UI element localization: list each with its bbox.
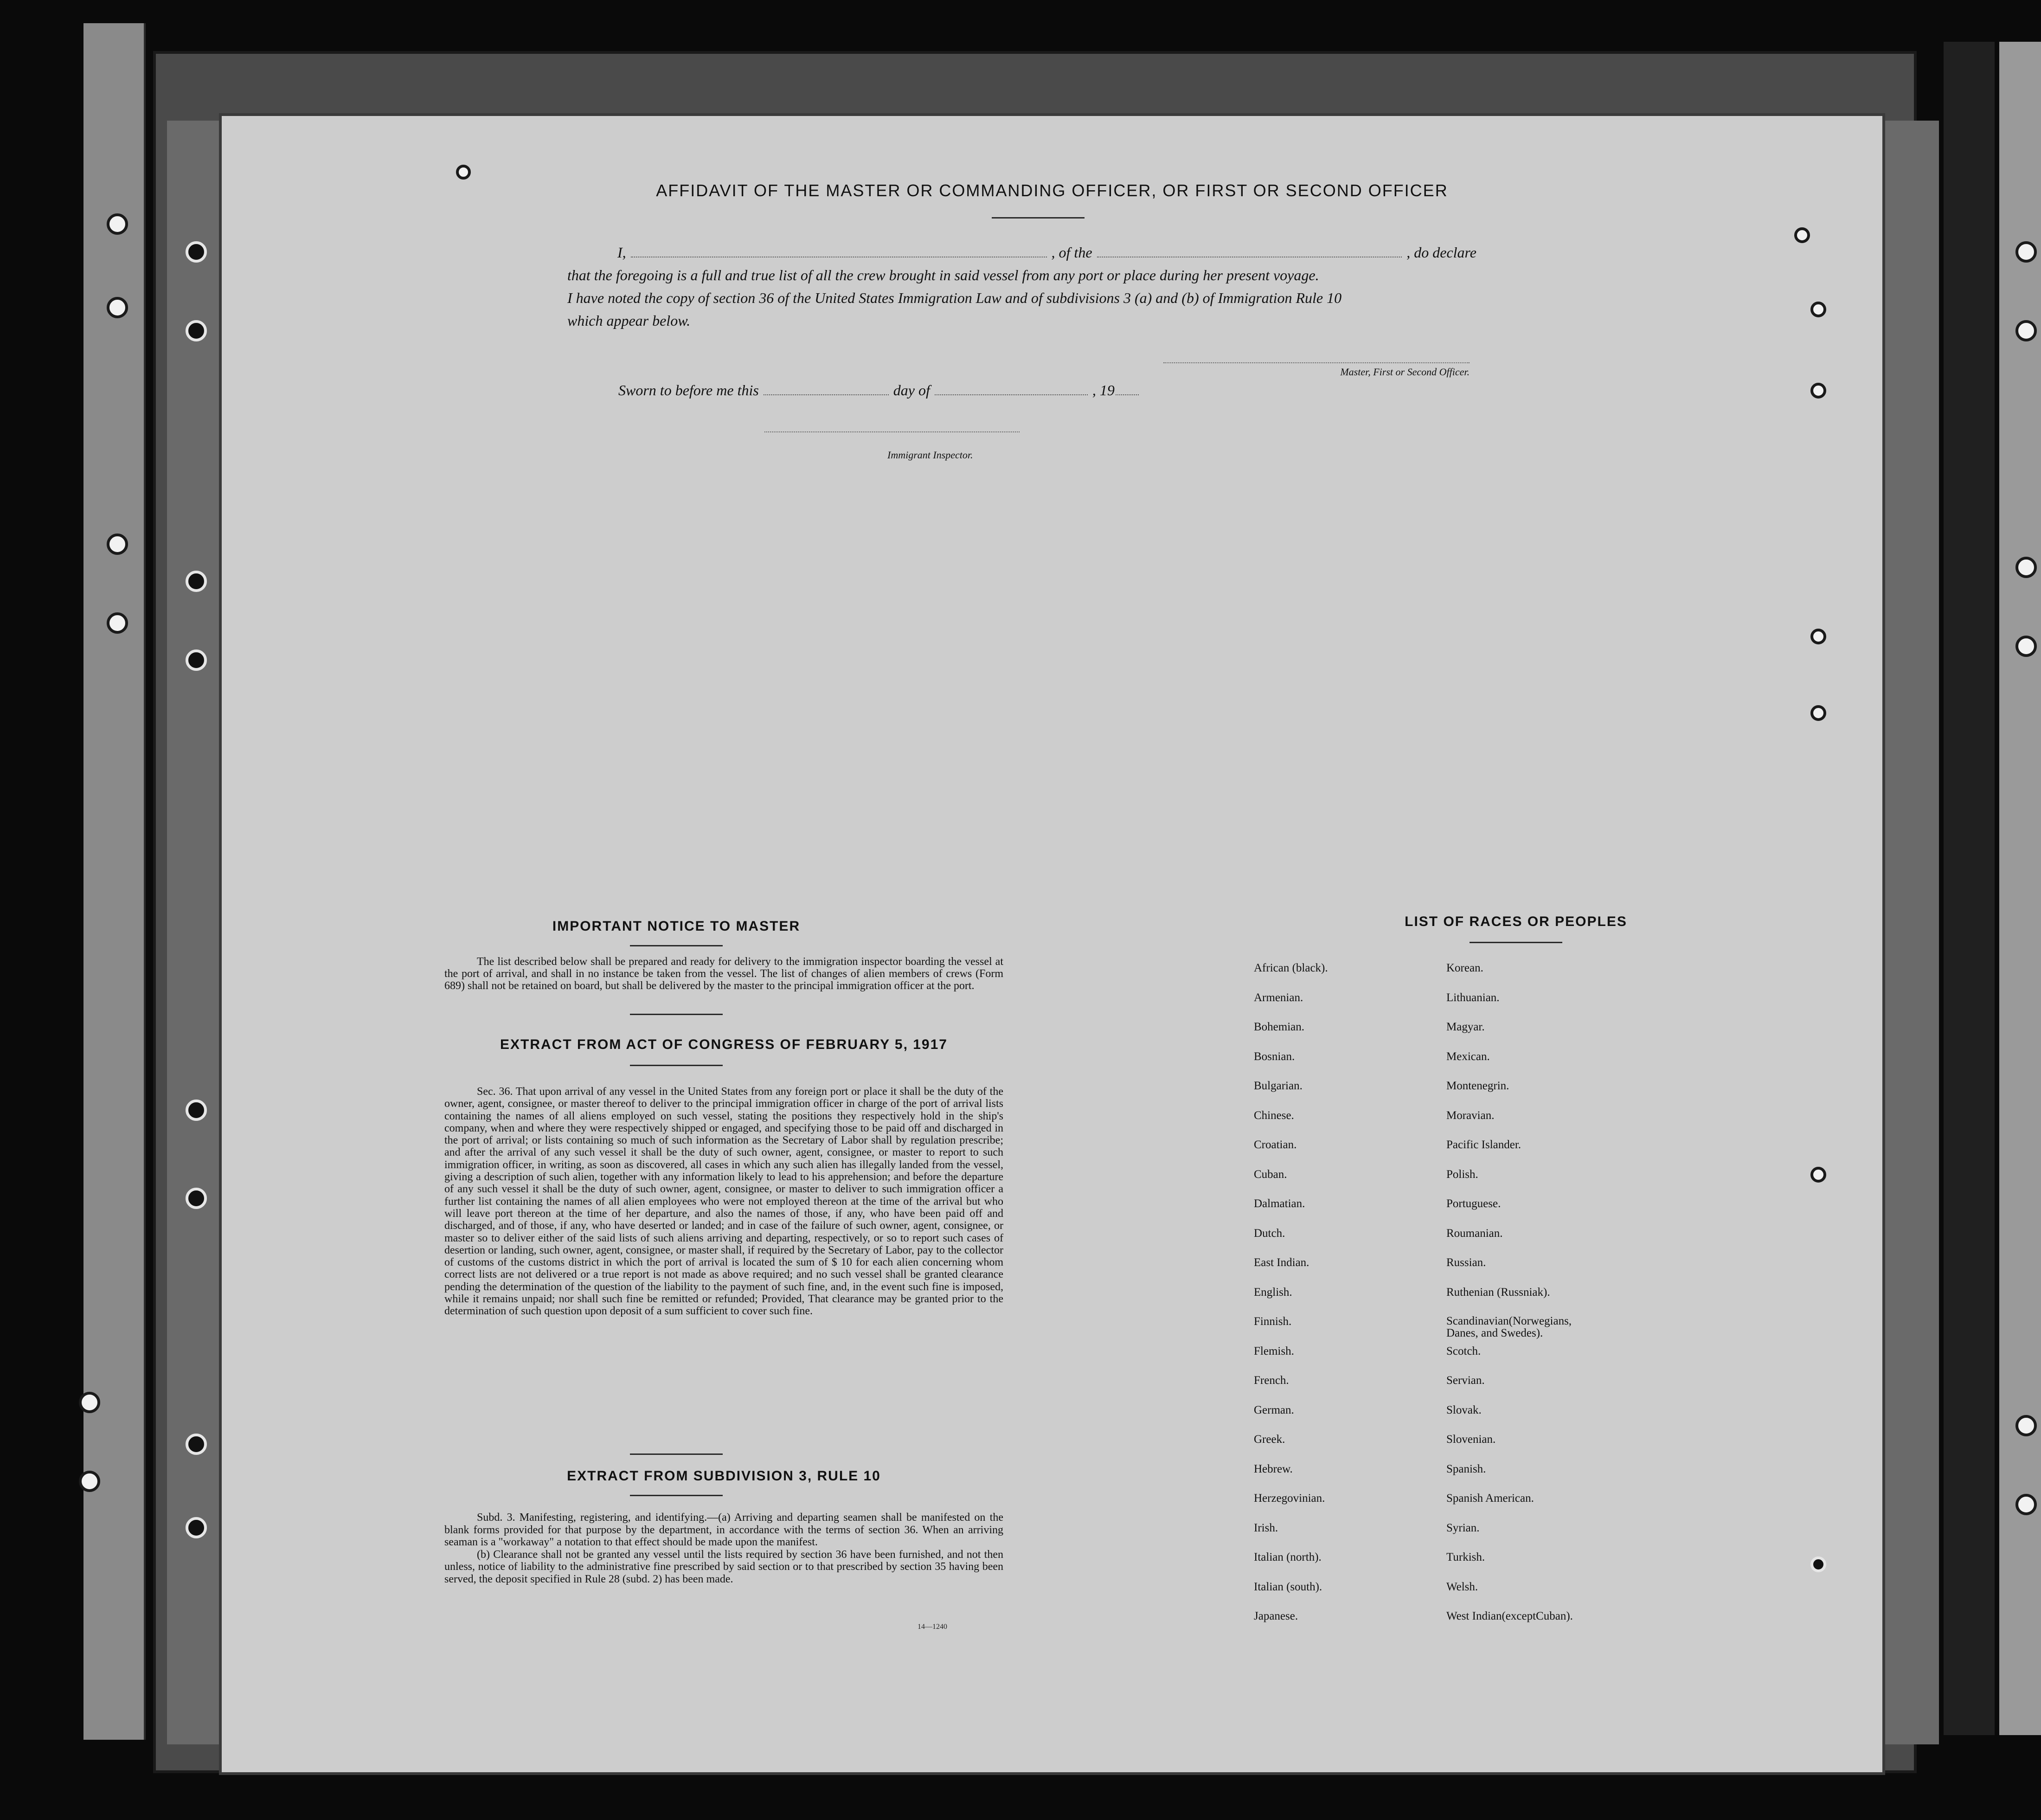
race-list-item: Hebrew. <box>1254 1462 1293 1475</box>
race-list-item: Cuban. <box>1254 1168 1287 1181</box>
sworn-month-field[interactable] <box>935 380 1088 395</box>
binder-hole <box>186 1100 207 1121</box>
binder-strip-right <box>1999 42 2041 1735</box>
page-hole <box>1810 705 1826 721</box>
race-list-item: Servian. <box>1446 1374 1485 1387</box>
inspector-signature-field[interactable] <box>764 431 1020 432</box>
page-hole <box>1810 1167 1826 1183</box>
page-hole <box>1810 383 1826 399</box>
binder-hole <box>186 650 207 671</box>
sworn-year-prefix: , 19 <box>1092 382 1115 399</box>
race-list-item: Lithuanian. <box>1446 991 1500 1004</box>
of-the-label: , of the <box>1051 244 1092 261</box>
race-list-item: Croatian. <box>1254 1138 1297 1151</box>
race-list-item: Italian (south). <box>1254 1580 1322 1593</box>
race-list-item: Syrian. <box>1446 1521 1480 1534</box>
race-list-item: East Indian. <box>1254 1256 1309 1269</box>
race-list-item: West Indian(exceptCuban). <box>1446 1610 1573 1622</box>
race-list-item: Bulgarian. <box>1254 1080 1303 1092</box>
act-extract-text: Sec. 36. That upon arrival of any vessel in the United States from any foreign port or place it shall be the duty of the owner, agent, consignee, or master thereof to deliver to the principal immigration officer in charge of the port of arrival lists containing the names of all aliens employed on such vessel, stating the positions they respectively hold in the ship's company, when and where they were respectively shipped or engaged, and specifying those to be paid off and discharged in the port of arrival; or lists containing so much of such information as the Secretary of Labor shall by regulation prescribe; and after the arrival of any such vessel it shall be the duty of such owner, agent, consignee, or master to report to such immigration officer, in writing, as soon as discovered, all cases in which any such alien has illegally landed from the vessel, giving a description of such alien, together with any information likely to lead to his apprehension; and before the departure of any such vessel it shall be the duty of such owner, agent, consignee, or master to deliver to such immigration officer a further list containing the names of all alien employees who were not employed thereon at the time of the arrival but who will leave port thereon at the time of her departure, and also the names of those, if any, who have been paid off and discharged, and of those, if any, who have deserted or landed; and in case of the failure of such owner, agent, consignee, or master so to deliver either of the said lists of such aliens arriving and departing, respectively, or so to report such cases of desertion or landing, such owner, agent, consignee, or master shall, if required by the Secretary of Labor, pay to the collector of customs of the customs district in which the port of arrival is located the sum of $ 10 for each alien concerning whom correct lists are not delivered or a true report is not made as above required; and no such vessel shall be granted clearance pending the determination of the question of the liability to the payment of such fine, and, in the event such fine is imposed, while it remains unpaid; nor shall such fine be remitted or refunded; Provided, That clearance may be granted prior to the determination of such question upon deposit of a sum sufficient to cover such fine. <box>444 1086 1003 1318</box>
race-list-item: Scandinavian(Norwegians, Danes, and Swedes). <box>1446 1315 1572 1339</box>
page-hole <box>1794 227 1810 243</box>
binder-hole <box>186 571 207 592</box>
race-list-item: Dutch. <box>1254 1227 1285 1240</box>
inspector-label: Immigrant Inspector. <box>887 449 973 461</box>
race-list-item: Armenian. <box>1254 991 1303 1004</box>
binder-hole <box>107 534 128 555</box>
notice-end-divider <box>630 1014 723 1015</box>
races-title: LIST OF RACES OR PEOPLES <box>1405 914 1627 929</box>
act-extract-divider <box>630 1065 723 1066</box>
binder-hole <box>186 241 207 263</box>
do-declare-label: , do declare <box>1406 244 1476 261</box>
binder-hole <box>107 213 128 235</box>
declarant-name-field[interactable] <box>631 243 1047 257</box>
race-list-item: Pacific Islander. <box>1446 1138 1521 1151</box>
declaration-line-4: which appear below. <box>567 312 691 329</box>
race-list-item: English. <box>1254 1286 1292 1299</box>
rule-extract-para-b: (b) Clearance shall not be granted any vessel until the lists required by section 36 have been furnished, and not then unless, notice of liability to the administrative fine prescribed by said section or to that prescribed by section 35 having been served, the deposit specified in Rule 28 (subd. 2) has been made. <box>444 1548 1003 1585</box>
race-list-item: Greek. <box>1254 1433 1285 1446</box>
race-list-item: Chinese. <box>1254 1109 1294 1122</box>
act-extract-title: EXTRACT FROM ACT OF CONGRESS OF FEBRUARY 5, 1917 <box>500 1037 948 1052</box>
binder-hole <box>2015 557 2037 578</box>
affidavit-body <box>567 241 1476 332</box>
race-list-item: Russian. <box>1446 1256 1486 1269</box>
rule-extract-para-a: Subd. 3. Manifesting, registering, and identifying.—(a) Arriving and departing seamen shall be manifested on the blank forms provided for that purpose by the department, in accordance with the terms of section 36. When an arriving seaman is a "workaway" a notation to that effect should be made upon the manifest. <box>444 1511 1003 1548</box>
declarant-prefix: I, <box>617 244 626 261</box>
race-list-item: Dalmatian. <box>1254 1197 1305 1210</box>
notice-title: IMPORTANT NOTICE TO MASTER <box>552 919 801 934</box>
race-list-item: Moravian. <box>1446 1109 1495 1122</box>
sworn-day-of: day of <box>893 382 930 399</box>
form-code: 14—1240 <box>918 1623 947 1631</box>
race-list-item: Spanish. <box>1446 1462 1486 1475</box>
binder-hole <box>79 1471 100 1492</box>
binder-hole <box>107 612 128 634</box>
binder-hole <box>2015 320 2037 341</box>
binder-hole <box>2015 1415 2037 1436</box>
race-list-item: Slovak. <box>1446 1403 1482 1416</box>
rule-extract-top-divider <box>630 1453 723 1455</box>
title-divider <box>992 217 1085 219</box>
page-hole <box>1810 629 1826 644</box>
master-signature-label: Master, First or Second Officer. <box>1340 366 1470 378</box>
declaration-line-3: I have noted the copy of section 36 of the United States Immigration Law and of subdivisions 3 (a) and (b) of Immigration Rule 10 <box>567 289 1342 306</box>
rule-extract-divider <box>630 1495 723 1496</box>
binder-hole <box>186 1188 207 1209</box>
binder-hole <box>2015 636 2037 657</box>
race-list-item: Welsh. <box>1446 1580 1478 1593</box>
master-signature-block <box>1163 360 1470 378</box>
binder-hole <box>186 1517 207 1538</box>
race-list-item: Mexican. <box>1446 1050 1490 1063</box>
race-list-item: Ruthenian (Russniak). <box>1446 1286 1550 1299</box>
notice-divider <box>630 945 723 946</box>
race-list-item: Italian (north). <box>1254 1551 1322 1563</box>
affidavit-title: AFFIDAVIT OF THE MASTER OR COMMANDING OFFICER, OR FIRST OR SECOND OFFICER <box>656 181 1448 200</box>
binder-hole <box>186 1434 207 1455</box>
race-list-item: Irish. <box>1254 1521 1278 1534</box>
binder-hole <box>79 1392 100 1413</box>
binder-hole <box>2015 1494 2037 1515</box>
races-list-left <box>1254 962 1328 1640</box>
rule-extract-text <box>444 1511 1003 1585</box>
race-list-item: Scotch. <box>1446 1344 1481 1357</box>
race-list-item: Bosnian. <box>1254 1050 1295 1063</box>
binder-hole <box>107 297 128 318</box>
document-page <box>222 116 1882 1772</box>
race-list-item: Flemish. <box>1254 1344 1294 1357</box>
vessel-name-field[interactable] <box>1097 243 1402 257</box>
notice-text: The list described below shall be prepared and ready for delivery to the immigration inspector boarding the vessel at the port of arrival, and shall in no instance be taken from the vessel. The list of changes of alien members of crews (Form 689) shall not be retained on board, but shall be delivered by the master to the principal immigration officer at the port. <box>444 956 1003 992</box>
declaration-line-2: that the foregoing is a full and true list of all the crew brought in said vessel from any port or place during her present voyage. <box>567 267 1319 283</box>
page-hole <box>456 165 471 180</box>
race-list-item: Bohemian. <box>1254 1021 1305 1033</box>
declaration-line <box>567 241 1476 264</box>
race-list-item: Japanese. <box>1254 1610 1298 1622</box>
binder-strip-right-shadow <box>1944 42 1995 1735</box>
race-list-item: Finnish. <box>1254 1315 1292 1328</box>
race-list-item: Slovenian. <box>1446 1433 1496 1446</box>
race-list-item: Polish. <box>1446 1168 1478 1181</box>
sworn-day-field[interactable] <box>764 380 889 395</box>
race-list-item: Portuguese. <box>1446 1197 1501 1210</box>
race-list-item: German. <box>1254 1403 1294 1416</box>
race-list-item: Spanish American. <box>1446 1492 1534 1505</box>
sworn-prefix: Sworn to before me this <box>618 382 759 399</box>
sworn-year-field[interactable] <box>1116 380 1139 395</box>
page-hole <box>1810 302 1826 317</box>
races-divider <box>1470 942 1562 943</box>
race-list-item: Roumanian. <box>1446 1227 1503 1240</box>
race-list-item: Herzegovinian. <box>1254 1492 1325 1505</box>
race-list-item: Turkish. <box>1446 1551 1485 1563</box>
race-list-item: Montenegrin. <box>1446 1080 1509 1092</box>
race-list-item: African (black). <box>1254 962 1328 974</box>
race-list-item: French. <box>1254 1374 1289 1387</box>
page-hole <box>1810 1556 1826 1572</box>
rule-extract-title: EXTRACT FROM SUBDIVISION 3, RULE 10 <box>567 1468 881 1484</box>
race-list-item: Korean. <box>1446 962 1483 974</box>
binder-hole <box>2015 241 2037 263</box>
master-signature-field[interactable] <box>1163 360 1470 363</box>
binder-hole <box>186 320 207 341</box>
races-list-right <box>1446 962 1585 1640</box>
race-list-item: Magyar. <box>1446 1021 1485 1033</box>
sworn-line <box>618 380 1143 399</box>
